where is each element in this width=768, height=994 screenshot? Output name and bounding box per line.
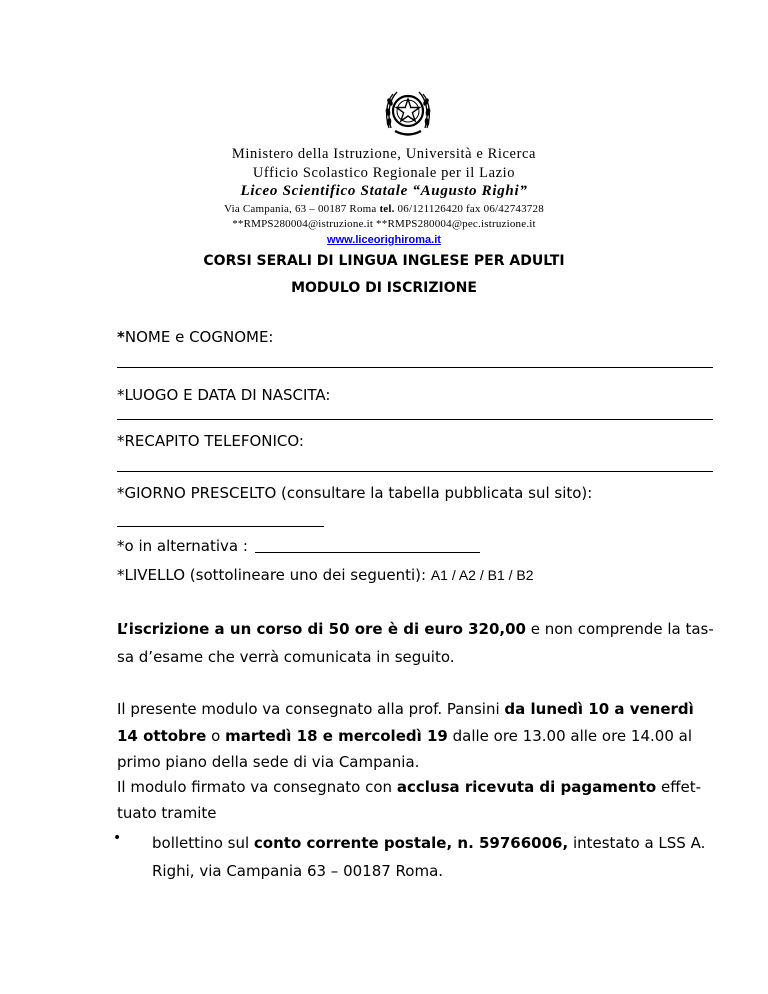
day-label: *GIORNO PRESCELTO (consultare la tabella pubblicata sul sito): <box>117 484 593 502</box>
fee-text-1: e non comprende la tas- <box>525 620 714 638</box>
form-title: MODULO DI ISCRIZIONE <box>291 280 477 296</box>
fee-line-1 <box>117 620 717 638</box>
payment-text-2: intestato a LSS A. <box>568 834 706 852</box>
alternative-label: *o in alternativa : <box>117 537 248 555</box>
school-emails: **RMPS280004@istruzione.it **RMPS280004@pec.istruzione.it <box>232 218 536 230</box>
tel-label: tel. <box>379 203 395 215</box>
ministry-name: Ministero della Istruzione, Università e Ricerca <box>231 146 537 162</box>
office-name: Ufficio Scolastico Regionale per il Lazio <box>252 165 516 181</box>
name-field-line[interactable] <box>117 367 713 368</box>
name-label <box>117 328 273 346</box>
phone-field-line[interactable] <box>117 471 713 472</box>
birth-label: *LUOGO E DATA DI NASCITA: <box>117 386 331 404</box>
fee-amount: L’iscrizione a un corso di 50 ore è di euro 320,00 <box>117 620 526 638</box>
delivery-line-1 <box>117 700 717 718</box>
delivery-line-5: tuato tramite <box>117 804 217 822</box>
school-address <box>0 203 768 215</box>
address-part-2: 06/121126420 fax 06/42743728 <box>394 203 544 215</box>
signed-form-text: Il modulo firmato va consegnato con <box>117 778 397 796</box>
level-options: A1 / A2 / B1 / B2 <box>430 567 534 583</box>
alternative-field-line[interactable] <box>255 552 480 553</box>
required-star: * <box>117 328 125 346</box>
delivery-line-2 <box>117 727 717 745</box>
delivery-dates-3: martedì 18 e mercoledì 19 <box>225 727 448 745</box>
payment-receipt: acclusa ricevuta di pagamento <box>396 778 657 796</box>
address-part-1: Via Campania, 63 – 00187 Roma <box>224 203 380 215</box>
payment-line-1 <box>152 834 712 852</box>
level-label-text: *LIVELLO (sottolineare uno dei seguenti): <box>117 566 431 584</box>
birth-field-line[interactable] <box>117 419 713 420</box>
payment-text-1: bollettino sul <box>152 834 254 852</box>
name-label-text: NOME e COGNOME: <box>124 328 274 346</box>
phone-label: *RECAPITO TELEFONICO: <box>117 432 304 450</box>
signed-form-text-2: effet- <box>656 778 702 796</box>
school-website-link[interactable]: www.liceorighiroma.it <box>327 234 441 246</box>
day-field-line[interactable] <box>117 526 324 527</box>
delivery-or: o <box>206 727 226 745</box>
delivery-line-4 <box>117 778 717 796</box>
school-name: Liceo Scientifico Statale “Augusto Righi” <box>240 183 528 199</box>
delivery-text-1: Il presente modulo va consegnato alla prof. Pansini <box>117 700 505 718</box>
delivery-line-3: primo piano della sede di via Campania. <box>117 753 420 771</box>
republic-emblem-icon <box>383 84 433 140</box>
postal-account: conto corrente postale, n. 59766006, <box>253 834 569 852</box>
delivery-hours: dalle ore 13.00 alle ore 14.00 al <box>447 727 692 745</box>
payment-line-2: Righi, via Campania 63 – 00187 Roma. <box>152 862 444 880</box>
bullet-icon: • <box>113 830 122 846</box>
delivery-dates-2: 14 ottobre <box>117 727 207 745</box>
delivery-dates-1: da lunedì 10 a venerdì <box>504 700 694 718</box>
level-label <box>117 566 534 584</box>
course-title: CORSI SERALI DI LINGUA INGLESE PER ADULTI <box>203 253 565 269</box>
fee-line-2: sa d’esame che verrà comunicata in seguito. <box>117 648 455 666</box>
